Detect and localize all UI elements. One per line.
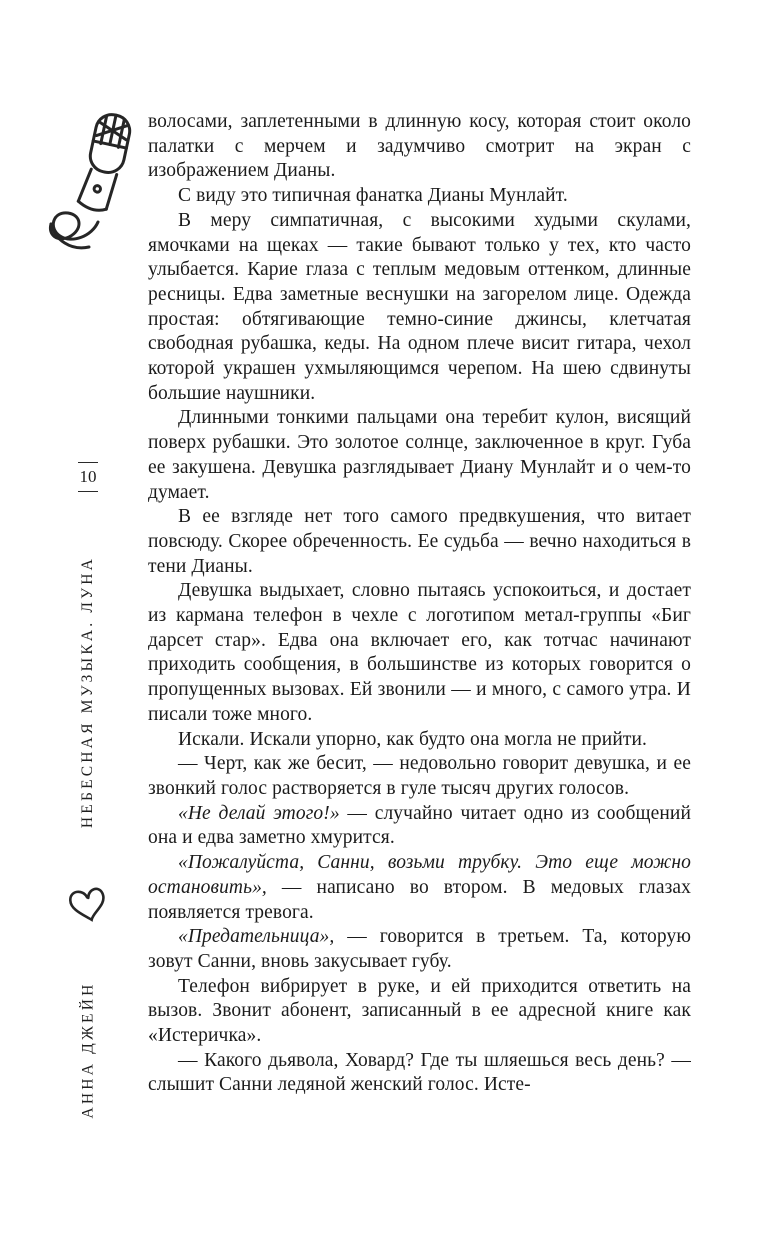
text-segment: Искали. Искали упорно, как будто она могла не прийти.: [178, 728, 647, 750]
text-segment: — говорится в третьем. Та, которую зовут Санни, вновь закусывает губу.: [148, 926, 691, 972]
paragraph: [148, 184, 691, 209]
text-column: [148, 110, 691, 1098]
paragraph: [148, 209, 691, 407]
page-number: 10: [79, 467, 97, 486]
page-number-rule-bottom: [78, 491, 98, 492]
text-segment: «Пожалуйста, Санни, возьми трубку. Это еще можно остановить»,: [148, 852, 691, 898]
text-segment: — Черт, как же бесит, — недовольно говорит девушка, и ее звонкий голос растворяется в гуле тысяч других голосов.: [148, 753, 691, 799]
paragraph: [148, 1049, 691, 1098]
text-segment: — Какого дьявола, Ховард? Где ты шляешься весь день? — слышит Санни ледяной женский голос. Исте-: [148, 1049, 691, 1096]
paragraph: [148, 752, 691, 801]
text-segment: Длинными тонкими пальцами она теребит кулон, висящий поверх рубашки. Это золотое солнце, заключенное в круг. Губа ее закушена. Девушка разглядывает Диану Мунлайт и о чем-то думает.: [148, 407, 691, 503]
page-number-rule-top: [78, 462, 98, 463]
paragraph: [148, 975, 691, 1049]
text-segment: — написано во втором. В медовых глазах появляется тревога.: [148, 876, 691, 923]
page-number-block: [69, 462, 107, 492]
text-segment: В меру симпатичная, с высокими худыми скулами, ямочками на щеках — такие бывают только у тех, кто часто улыбается. Карие глаза с теплым медовым оттенком, длинные ресницы. Едва заметные веснушки на загорелом лице. Одежда простая: обтягивающие темно-синие джинсы, клетчатая свободная рубашка, кеды. На одном плече висит гитара, чехол которой украшен ухмыляющимся черепом. На шею сдвинуты большие наушники.: [148, 209, 691, 404]
paragraph: [148, 505, 691, 579]
paragraph: [148, 728, 691, 753]
heart-doodle-icon: [66, 882, 112, 928]
text-segment: С виду это типичная фанатка Дианы Мунлайт.: [178, 185, 568, 207]
text-segment: Телефон вибрирует в руке, и ей приходится ответить на вызов. Звонит абонент, записанный в ее адресной книге как «Истеричка».: [148, 975, 691, 1047]
author-name-vertical: АННА ДЖЕЙН: [79, 981, 96, 1119]
paragraph: [148, 579, 691, 727]
paragraph: [148, 851, 691, 925]
microphone-doodle-icon: [42, 108, 142, 258]
paragraph: [148, 110, 691, 184]
text-segment: — случайно читает одно из сообщений она и едва заметно хмурится.: [148, 802, 691, 849]
text-segment: В ее взгляде нет того самого предвкушения, что витает повсюду. Скорее обреченность. Ее судьба — вечно находиться в тени Дианы.: [148, 506, 691, 577]
paragraph: [148, 925, 691, 974]
paragraph: [148, 802, 691, 851]
text-segment: «Предательница»,: [178, 926, 335, 948]
text-segment: волосами, заплетенными в длинную косу, которая стоит около палатки с мерчем и задумчиво смотрит на экран с изображением Дианы.: [148, 111, 691, 182]
series-title-vertical: НЕБЕСНАЯ МУЗЫКА. ЛУНА: [78, 555, 96, 829]
paragraph: [148, 406, 691, 505]
text-segment: «Не делай этого!»: [178, 802, 340, 824]
text-segment: Девушка выдыхает, словно пытаясь успокоиться, и достает из кармана телефон в чехле с логотипом метал-группы «Биг дарсет стар». Едва она включает его, как тотчас начинают приходить сообщения, в большинстве из которых говорится о пропущенных вызовах. Ей звонили — и много, с самого утра. И писали тоже много.: [148, 580, 691, 725]
